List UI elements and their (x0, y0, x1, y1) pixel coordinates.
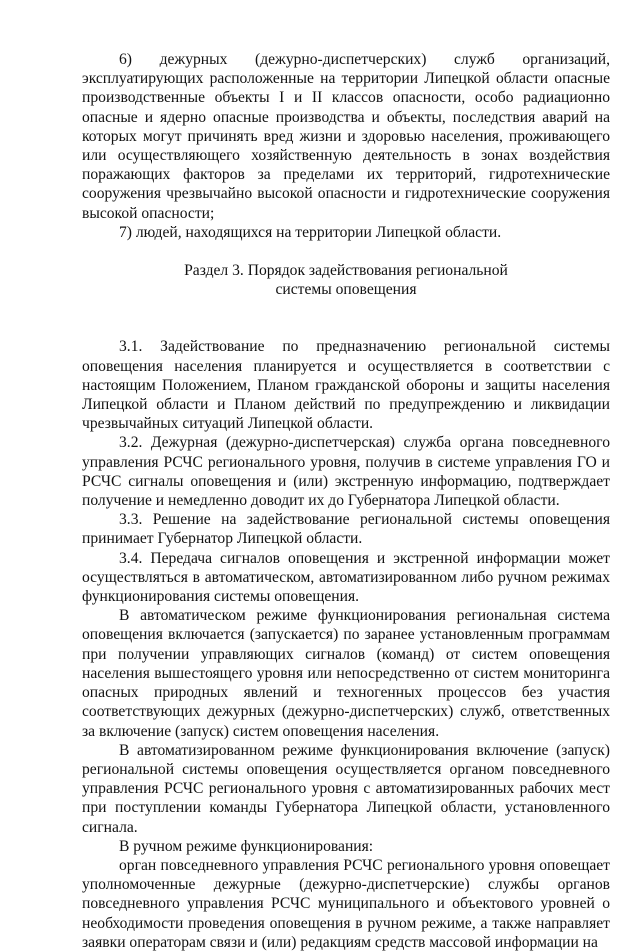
section-title (82, 261, 610, 299)
paragraph-3-4: 3.4. Передача сигналов оповещения и экстренной информации может осуществляться в автоматическом, автоматизированном либо ручном режимах функционирования системы оповещения. (82, 549, 610, 606)
paragraph-3-1: 3.1. Задействование по предназначению региональной системы оповещения населения планируется и осуществляется в соответствии с настоящим Положением, Планом гражданской обороны и защиты населения Липецкой области и Планом действий по предупреждению и ликвидации чрезвычайных ситуаций Липецкой области. (82, 338, 610, 433)
section-title-line-1: Раздел 3. Порядок задействования региональной (184, 262, 508, 280)
section-title-line-2: системы оповещения (275, 281, 417, 299)
spacer (82, 318, 610, 337)
paragraph-3-3: 3.3. Решение на задействование региональной системы оповещения принимает Губернатор Липецкой области. (82, 511, 610, 548)
paragraph-manual-mode-body: орган повседневного управления РСЧС регионального уровня оповещает уполномоченные дежурные (дежурно-диспетчерские) службы органов повседневного управления РСЧС муниципального и объектового уровней о необходимости проведения оповещения в ручном режиме, а также направляет заявки операторам связи и (или) редакциям средств массовой информации на (82, 856, 610, 951)
paragraph-automated-mode: В автоматизированном режиме функционирования включение (запуск) региональной системы оповещения осуществляется органом повседневного управления РСЧС регионального уровня с автоматизированных рабочих мест при поступлении команды Губернатора Липецкой области, установленного сигнала. (82, 741, 610, 836)
paragraph-manual-mode-heading: В ручном режиме функционирования: (119, 837, 374, 855)
paragraph-3-2: 3.2. Дежурная (дежурно-диспетчерская) служба органа повседневного управления РСЧС регионального уровня, получив в системе управления ГО и РСЧС сигналы оповещения и (или) экстренную информацию, подтверждает получение и немедленно доводит их до Губернатора Липецкой области. (82, 434, 610, 510)
paragraph-item-7: 7) людей, находящихся на территории Липецкой области. (119, 223, 502, 241)
paragraph-automatic-mode: В автоматическом режиме функционирования региональная система оповещения включается (запускается) по заранее установленным программам при получении управляющих сигналов (команд) от систем оповещения населения вышестоящего уровня или непосредственно от систем мониторинга опасных природных явлений и техногенных процессов без участия соответствующих дежурных (дежурно-диспетчерских) служб, ответственных за включение (запуск) систем оповещения населения. (82, 607, 610, 740)
document-page (82, 50, 610, 952)
paragraph-item-6: 6) дежурных (дежурно-диспетчерских) служб организаций, эксплуатирующих расположенные на территории Липецкой области опасные производственные объекты I и II классов опасности, особо радиационно опасные и ядерно опасные производства и объекты, последствия аварий на которых могут причинять вред жизни и здоровью населения, проживающего или осуществляющего хозяйственную деятельность в зонах воздействия поражающих факторов за пределами их территорий, гидротехнические сооружения чрезвычайно высокой опасности и гидротехнические сооружения высокой опасности; (82, 51, 610, 222)
